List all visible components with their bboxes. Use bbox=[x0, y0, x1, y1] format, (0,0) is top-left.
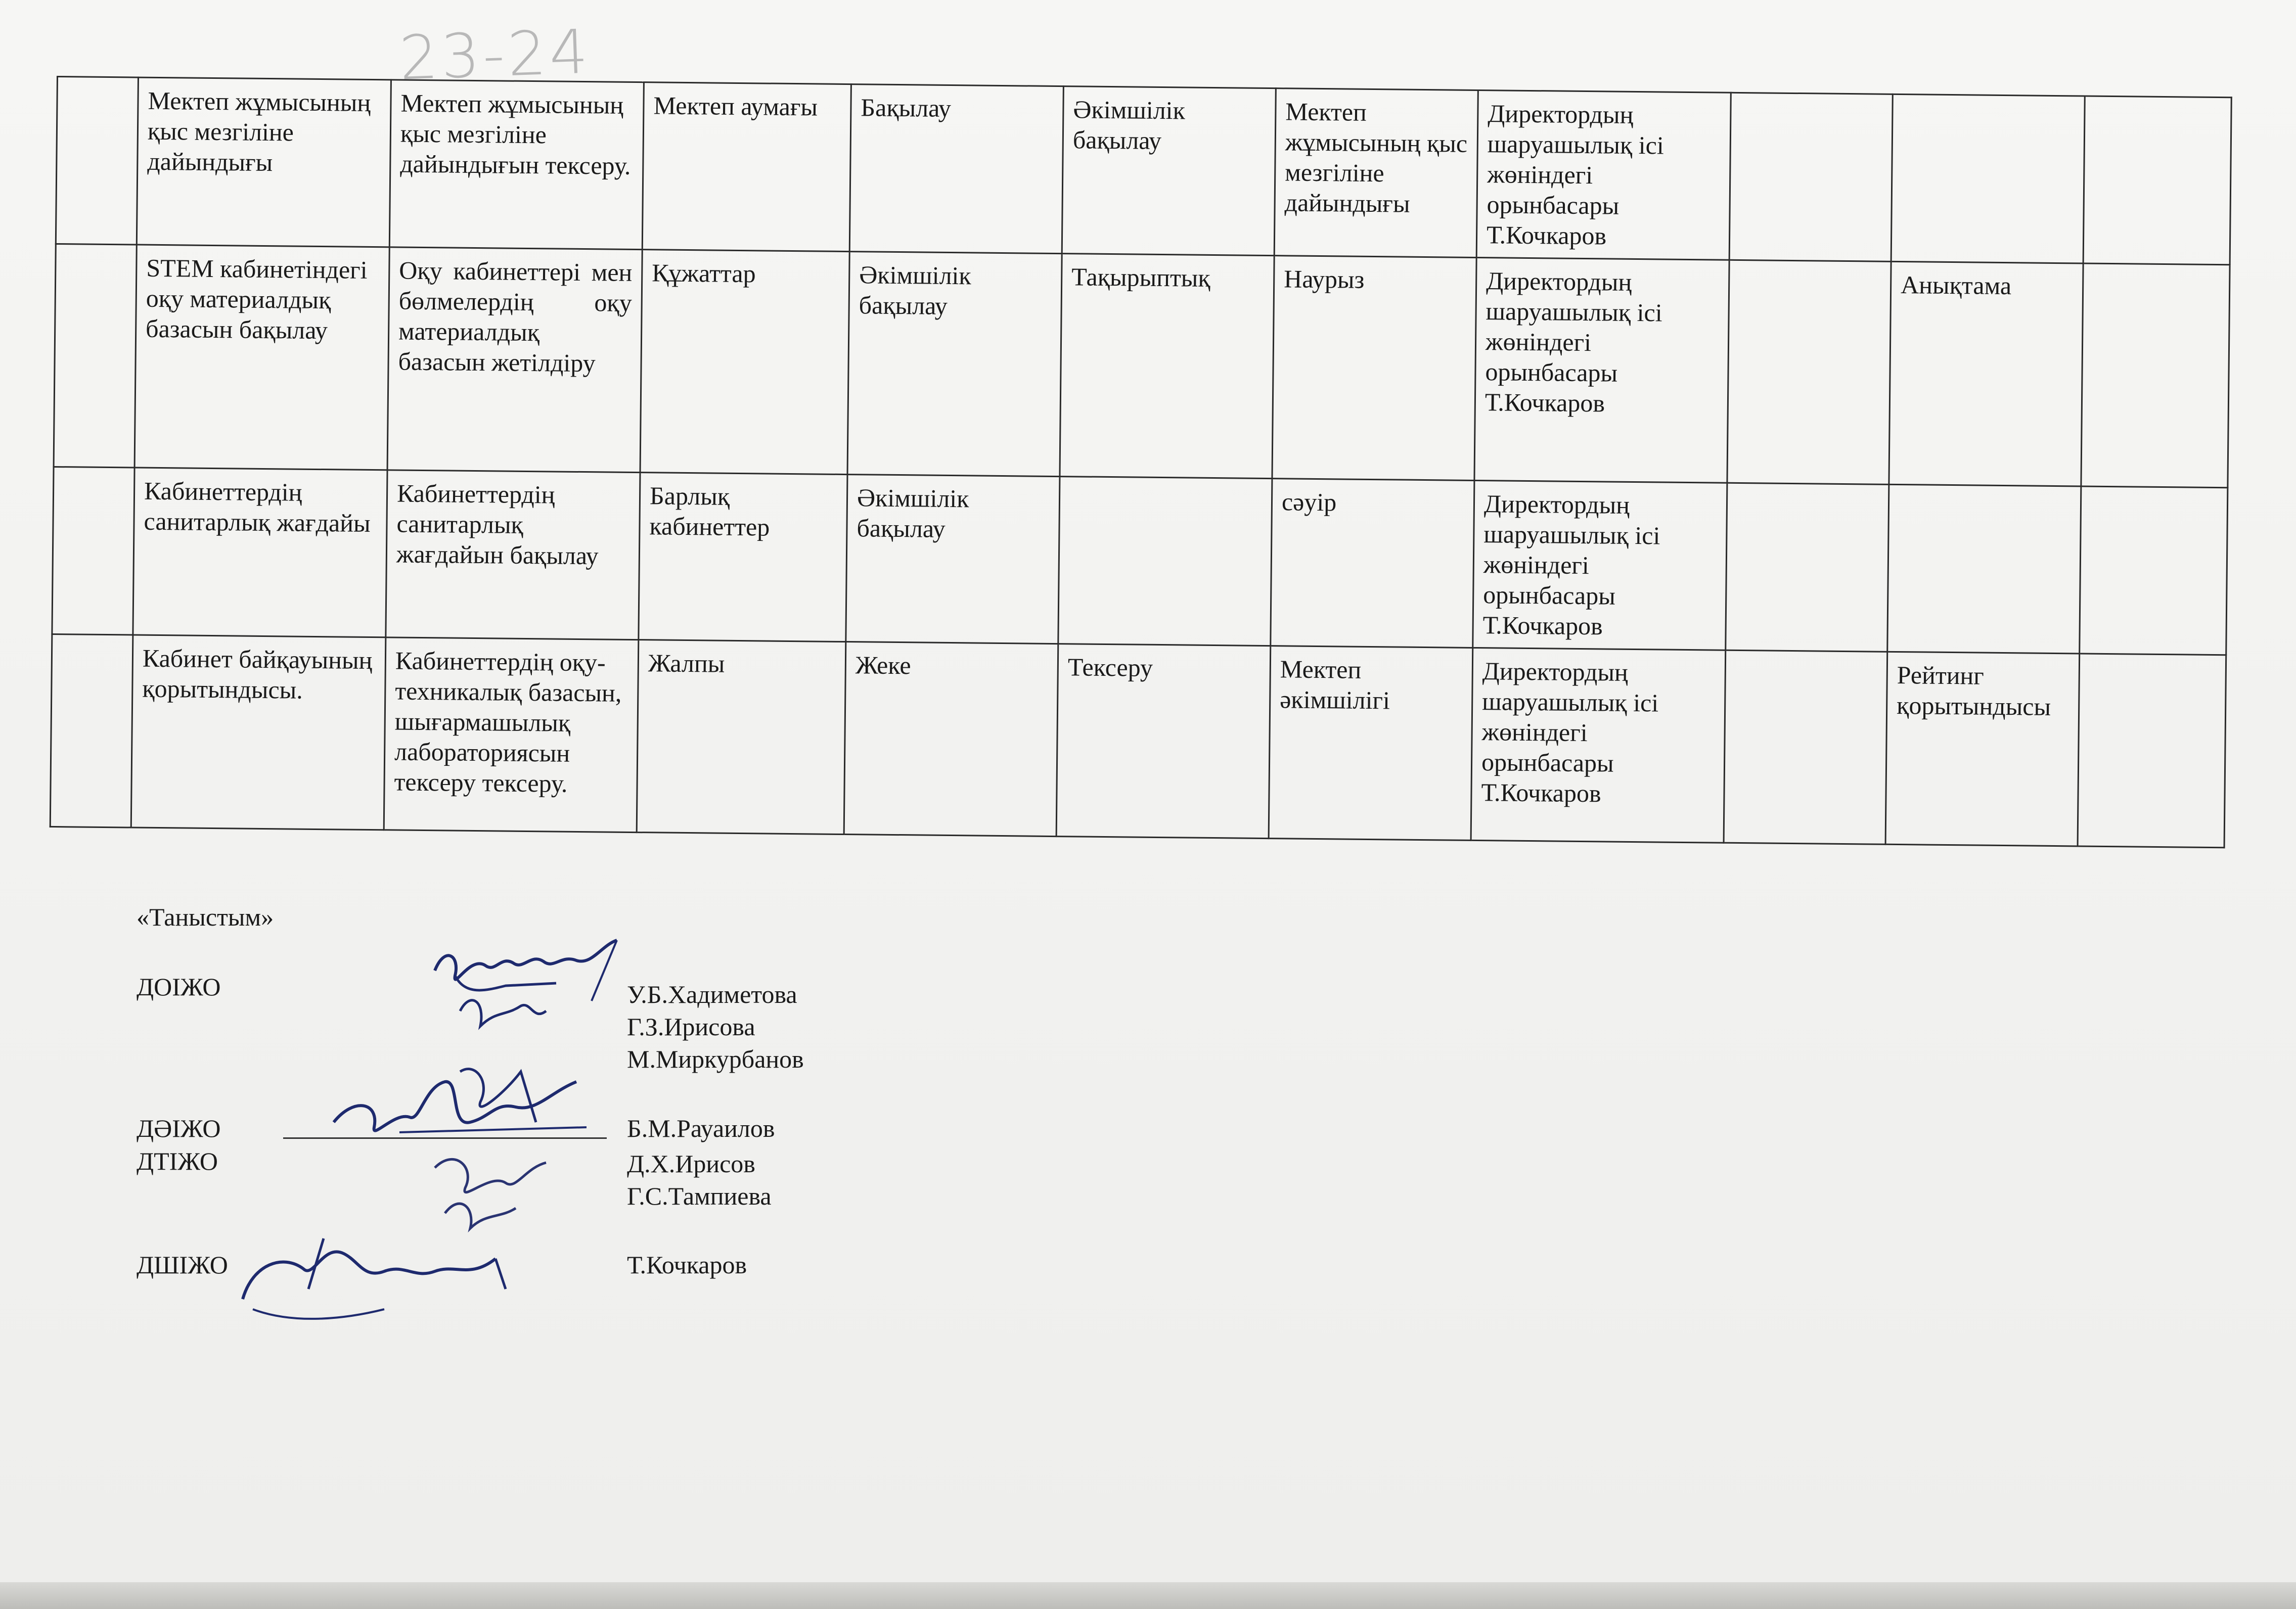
signature-names-daizho bbox=[627, 1112, 775, 1144]
cell-topic: Мектеп жұмысының қыс мезгіліне дайындығы bbox=[137, 77, 391, 247]
cell-note bbox=[2081, 263, 2230, 488]
signature-role: ДОІЖО bbox=[137, 973, 221, 1001]
signature-role: ДШІЖО bbox=[137, 1251, 228, 1279]
cell-control-type: Әкімшілік бақылау bbox=[847, 252, 1062, 477]
signatory-name: У.Б.Хадиметова bbox=[627, 980, 797, 1008]
handwritten-year-note: 23-24 bbox=[398, 17, 593, 94]
signature-names-doizho bbox=[627, 978, 804, 1075]
cell-topic: Кабинеттердің санитарлық жағдайы bbox=[133, 468, 387, 637]
cell-term: Мектеп әкімшілігі bbox=[1269, 646, 1473, 841]
handwritten-signature-4 bbox=[233, 1223, 536, 1324]
signature-role: ДӘІЖО bbox=[137, 1114, 221, 1142]
cell-goal: Оқу кабинеттері мен бөлмелердің оқу материалдық базасын жетілдіру bbox=[387, 247, 642, 473]
cell-method: Әкімшілік бақылау bbox=[1062, 86, 1276, 256]
cell-place bbox=[1726, 483, 1889, 652]
cell-term: Наурыз bbox=[1272, 256, 1476, 481]
table-row bbox=[52, 467, 2228, 655]
signatory-name: Т.Кочкаров bbox=[627, 1251, 747, 1279]
cell-number bbox=[56, 77, 138, 245]
cell-control-type: Әкімшілік бақылау bbox=[846, 475, 1060, 644]
table-row bbox=[50, 634, 2226, 847]
cell-term: сәуір bbox=[1271, 479, 1474, 648]
cell-method bbox=[1058, 477, 1272, 646]
cell-result: Анықтама bbox=[1889, 261, 2083, 486]
cell-topic: Кабинет байқауының қорытындысы. bbox=[131, 635, 386, 830]
cell-number bbox=[52, 467, 134, 635]
cell-control-type: Жеке bbox=[844, 642, 1058, 837]
cell-object: Жалпы bbox=[637, 640, 846, 835]
scan-edge bbox=[0, 1582, 2296, 1609]
cell-result bbox=[1891, 94, 2085, 263]
signatory-name: Д.Х.Ирисов bbox=[627, 1150, 755, 1178]
signatory-name: Б.М.Рауаилов bbox=[627, 1114, 775, 1142]
signature-names-dtizho bbox=[627, 1147, 772, 1212]
cell-responsible: Директордың шаруашылық ісі жөніндегі орынбасары Т.Кочкаров bbox=[1474, 257, 1729, 483]
handwritten-signature-1 bbox=[425, 925, 637, 1067]
cell-result bbox=[1887, 484, 2081, 654]
signature-names-dshizho bbox=[627, 1249, 747, 1281]
cell-note bbox=[2083, 96, 2231, 265]
signatory-name: Г.С.Тампиева bbox=[627, 1182, 772, 1210]
cell-topic: STEM кабинетіндегі оқу материалдық базасын бақылау bbox=[134, 245, 389, 470]
cell-term: Мектеп жұмысының қыс мезгіліне дайындығы bbox=[1274, 88, 1478, 258]
cell-responsible: Директордың шаруашылық ісі жөніндегі орынбасары Т.Кочкаров bbox=[1473, 480, 1727, 650]
cell-result: Рейтинг қорытындысы bbox=[1885, 652, 2080, 846]
cell-object: Барлық кабинеттер bbox=[639, 473, 847, 642]
signatory-name: М.Миркурбанов bbox=[627, 1045, 804, 1073]
cell-place bbox=[1727, 260, 1891, 484]
cell-goal: Кабинеттердің оқу-техникалық базасын, шығармашылық лабораториясын тексеру тексеру. bbox=[384, 637, 639, 833]
cell-method: Тексеру bbox=[1056, 644, 1271, 839]
cell-responsible: Директордың шаруашылық ісі жөніндегі орынбасары Т.Кочкаров bbox=[1476, 90, 1731, 260]
cell-control-type: Бақылау bbox=[849, 84, 1063, 254]
cell-place bbox=[1729, 93, 1893, 261]
cell-method: Тақырыптық bbox=[1060, 254, 1274, 479]
signatory-name: Г.З.Ирисова bbox=[627, 1013, 755, 1041]
table-row bbox=[56, 77, 2231, 265]
acknowledgement-heading: «Таныстым» bbox=[137, 903, 274, 931]
cell-object: Мектеп аумағы bbox=[642, 82, 851, 252]
cell-goal: Кабинеттердің санитарлық жағдайын бақылау bbox=[386, 470, 640, 640]
cell-note bbox=[2078, 654, 2226, 848]
signature-role: ДТІЖО bbox=[137, 1147, 218, 1175]
table-row bbox=[54, 244, 2230, 487]
cell-number bbox=[54, 244, 137, 468]
cell-goal: Мектеп жұмысының қыс мезгіліне дайындығын тексеру. bbox=[389, 80, 644, 250]
cell-object: Құжаттар bbox=[640, 250, 849, 475]
cell-responsible: Директордың шаруашылық ісі жөніндегі орынбасары Т.Кочкаров bbox=[1471, 648, 1726, 843]
cell-note bbox=[2080, 486, 2228, 655]
cell-place bbox=[1724, 650, 1887, 844]
cell-number bbox=[50, 634, 133, 828]
control-plan-table bbox=[50, 76, 2232, 848]
